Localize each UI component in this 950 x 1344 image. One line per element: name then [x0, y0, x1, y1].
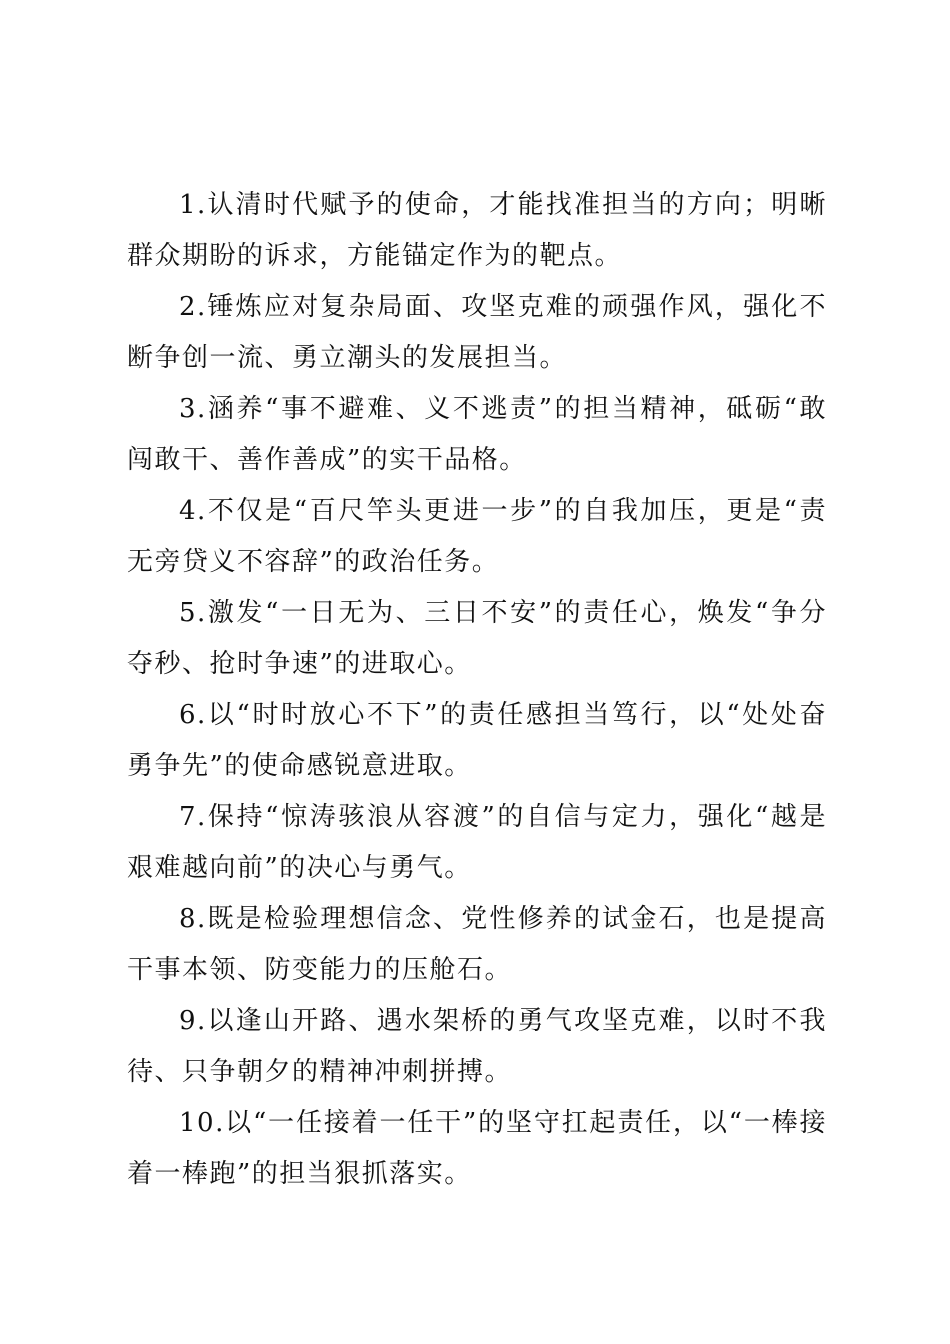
list-item: 10.以“一任接着一任干”的坚守扛起责任，以“一棒接着一棒跑”的担当狠抓落实。 [127, 1108, 827, 1189]
list-item: 2.锤炼应对复杂局面、攻坚克难的顽强作风，强化不断争创一流、勇立潮头的发展担当。 [127, 292, 827, 373]
list-item: 3.涵养“事不避难、义不逃责”的担当精神，砥砺“敢闯敢干、善作善成”的实干品格。 [127, 394, 827, 475]
list-item: 5.激发“一日无为、三日不安”的责任心，焕发“争分夺秒、抢时争速”的进取心。 [127, 598, 827, 679]
list-item: 6.以“时时放心不下”的责任感担当笃行，以“处处奋勇争先”的使命感锐意进取。 [127, 700, 827, 781]
document-body [127, 180, 827, 1200]
list-item: 7.保持“惊涛骇浪从容渡”的自信与定力，强化“越是艰难越向前”的决心与勇气。 [127, 802, 827, 883]
list-item: 9.以逢山开路、遇水架桥的勇气攻坚克难，以时不我待、只争朝夕的精神冲刺拼搏。 [127, 1006, 827, 1087]
list-item: 8.既是检验理想信念、党性修养的试金石，也是提高干事本领、防变能力的压舱石。 [127, 904, 827, 985]
list-item: 1.认清时代赋予的使命，才能找准担当的方向；明晰群众期盼的诉求，方能锚定作为的靶点。 [127, 190, 827, 271]
list-item: 4.不仅是“百尺竿头更进一步”的自我加压，更是“责无旁贷义不容辞”的政治任务。 [127, 496, 827, 577]
